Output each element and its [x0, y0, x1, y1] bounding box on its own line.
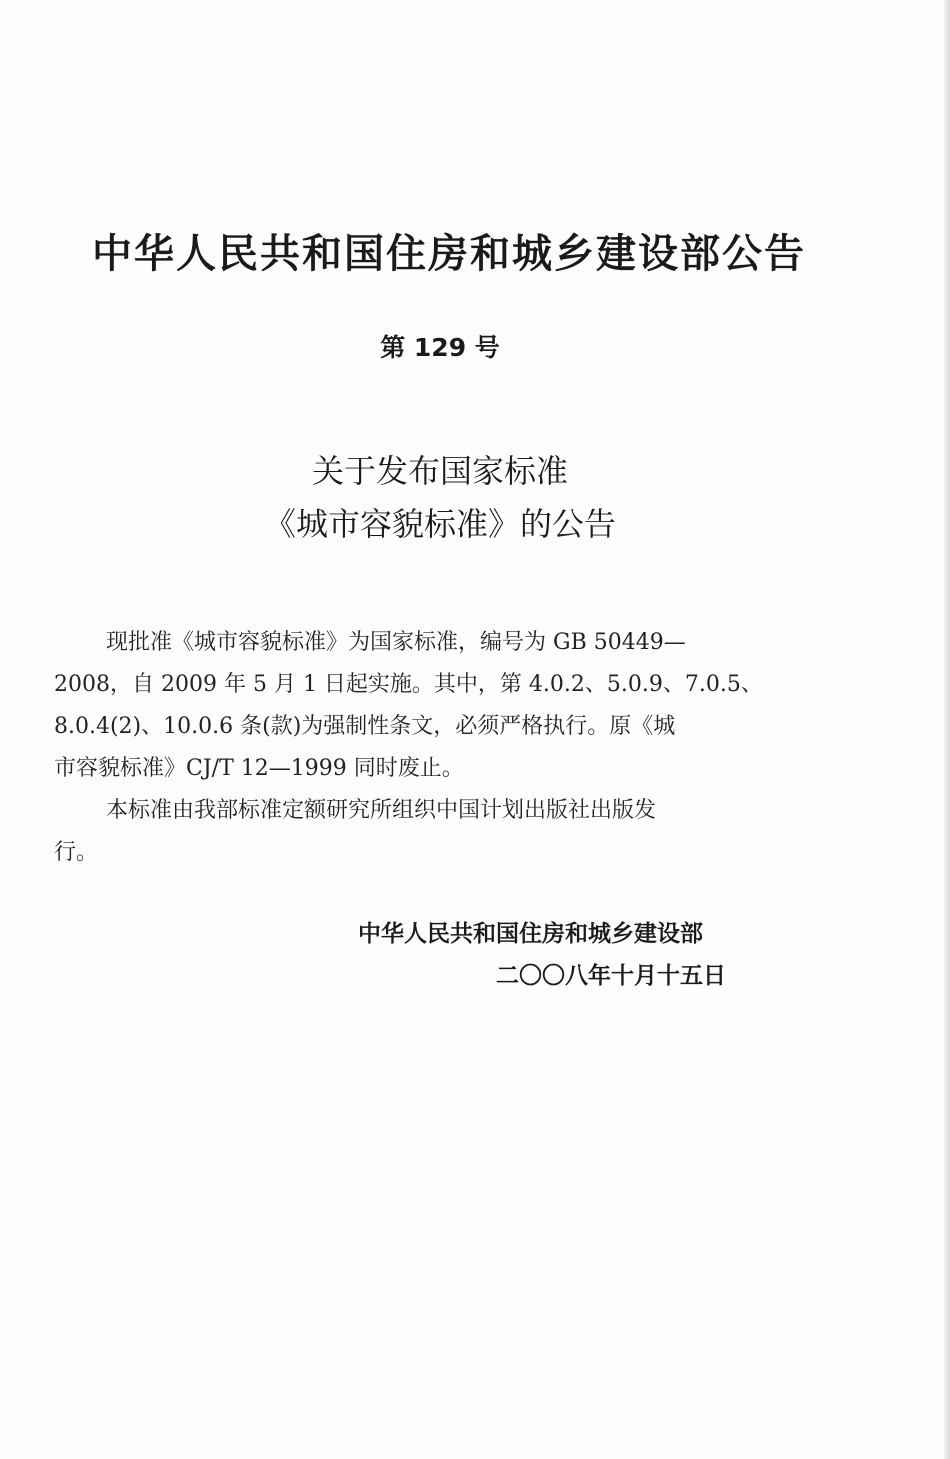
body-line: 8.0.4(2)、10.0.6 条(款)为强制性条文，必须严格执行。原《城	[54, 714, 676, 739]
page-edge-shadow	[944, 0, 950, 1459]
body-line: 2008，自 2009 年 5 月 1 日起实施。其中，第 4.0.2、5.0.9、7.0.5、	[54, 672, 763, 697]
body-line: 本标准由我部标准定额研究所组织中国计划出版社出版发	[106, 798, 657, 823]
body-line: 现批准《城市容貌标准》为国家标准，编号为 GB 50449—	[106, 630, 686, 655]
announcement-number: 第 129 号	[380, 333, 500, 362]
signature-organization: 中华人民共和国住房和城乡建设部	[358, 921, 703, 947]
announcement-title: 中华人民共和国住房和城乡建设部公告	[92, 231, 806, 277]
subtitle-line-2: 《城市容貌标准》的公告	[263, 505, 616, 543]
body-line: 市容貌标准》CJ/T 12—1999 同时废止。	[54, 756, 464, 781]
signature-date: 二〇〇八年十月十五日	[496, 963, 726, 989]
subtitle-line-1: 关于发布国家标准	[311, 452, 568, 490]
body-line: 行。	[54, 840, 99, 865]
